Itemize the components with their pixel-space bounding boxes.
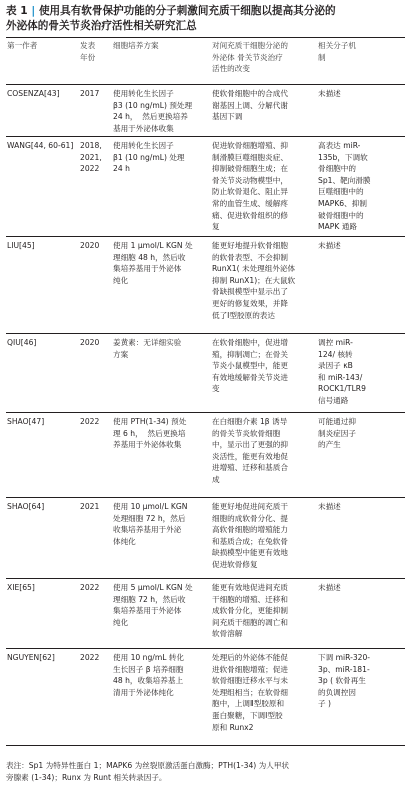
row-7-author: XIE[65] bbox=[7, 583, 35, 592]
header-rule bbox=[6, 84, 405, 85]
caption-separator: | bbox=[31, 5, 36, 17]
row-8-mechanism: 下调 miR-320- 3p、miR-181- 3p ( 软骨再生 的负调控因 子 ) bbox=[318, 653, 371, 709]
row-1-method: 使用转化生长因子 β3 (10 ng/mL) 预处理 24 h， 然后更换培养 基用于外泌体收集 bbox=[113, 89, 193, 133]
table-label: 表 1 bbox=[6, 5, 28, 17]
row-3-mechanism: 未描述 bbox=[318, 241, 341, 250]
row-7-method: 使用 5 μmol/L KGN 处 理细胞 72 h，然后收 集培养基用于外泌体 纯化 bbox=[113, 583, 193, 627]
row-5-author: SHAO[47] bbox=[7, 417, 45, 426]
row-7-rule bbox=[6, 648, 405, 649]
row-6-rule bbox=[6, 578, 405, 579]
row-3-rule bbox=[6, 333, 405, 334]
row-7-effect: 能更有效地促进间充质 干细胞的增殖、迁移和 成软骨分化，更能抑制 间充质干细胞的凋亡和 软骨溶解 bbox=[212, 583, 288, 639]
row-6-effect: 能更好地促进间充质干 细胞的成软骨分化、提 高软骨细胞的增殖能力 和基质合成；在兔软骨 缺损模型中能更有效地 促进软骨修复 bbox=[212, 502, 288, 569]
row-1-rule bbox=[6, 136, 405, 137]
table-footnote: 表注：Sp1 为特异性蛋白 1；MAPK6 为丝裂原激活蛋白激酶；PTH(1-34) 为人甲状 旁腺素 (1-34)；Runx 为 Runt 相关转录因子。 bbox=[6, 761, 290, 782]
row-4-mechanism: 调控 miR- 124/ 核转 录因子 κB 和 miR-143/ ROCK1/TLR9 信号通路 bbox=[318, 338, 366, 405]
row-2-rule bbox=[6, 236, 405, 237]
row-2-author: WANG[44, 60-61] bbox=[7, 141, 74, 150]
table-bottom-rule bbox=[6, 745, 405, 746]
caption-title-line-1: 使用具有软骨保护功能的分子刺激间充质干细胞以提高其分泌的 bbox=[38, 5, 336, 17]
row-6-author: SHAO[64] bbox=[7, 502, 45, 511]
row-3-year: 2020 bbox=[80, 241, 100, 250]
row-2-mechanism: 高表达 miR- 135b，下调软 骨细胞中的 Sp1、靶向滑膜 巨噬细胞中的 MAPK6、抑制 破骨细胞中的 MAPK 通路 bbox=[318, 141, 371, 232]
row-7-mechanism: 未描述 bbox=[318, 583, 341, 592]
header-effect: 对间充质干细胞分泌的 外泌体 骨关节炎治疗 活性的改变 bbox=[212, 41, 288, 74]
row-2-year: 2018, 2021, 2022 bbox=[80, 141, 102, 174]
row-8-method: 使用 10 ng/mL 转化 生长因子 β 培养细胞 48 h，收集培养基上 清用于外泌体纯化 bbox=[113, 653, 185, 697]
row-1-mechanism: 未描述 bbox=[318, 89, 341, 98]
row-7-year: 2022 bbox=[80, 583, 100, 592]
table-top-rule bbox=[6, 37, 405, 38]
header-mechanism: 相关分子机 制 bbox=[318, 41, 356, 62]
row-4-author: QIU[46] bbox=[7, 338, 37, 347]
row-5-rule bbox=[6, 497, 405, 498]
row-3-author: LIU[45] bbox=[7, 241, 35, 250]
row-1-author: COSENZA[43] bbox=[7, 89, 60, 98]
header-method: 细胞培养方案 bbox=[113, 41, 159, 50]
row-3-effect: 能更好地提升软骨细胞 的软骨表型、不会抑制 RunX1( 未处理组外泌体 抑制 RunX1)；在大鼠软 骨缺损模型中显示出了 更好的修复效果，并降 低了Ⅰ型胶原的表达 bbox=[212, 241, 296, 320]
row-2-effect: 促进软骨细胞增殖、抑 制滑膜巨噬细胞炎症、 抑制破骨细胞生成；在 骨关节炎动物模型中， 防止软骨退化、阻止异 常的血管生成、缓解疼 痛、促进软骨组织的修 复 bbox=[212, 141, 288, 232]
row-6-year: 2021 bbox=[80, 502, 100, 511]
row-8-effect: 处理后的外泌体不能促 进软骨细胞增殖；促进 软骨细胞迁移水平与未 处理组相当；在软骨细 胞中，上调Ⅱ型胶原和 蛋白聚糖，下调Ⅰ型胶 原和 Runx2 bbox=[212, 653, 288, 732]
row-4-year: 2020 bbox=[80, 338, 100, 347]
header-author: 第一作者 bbox=[7, 41, 38, 50]
row-8-author: NGUYEN[62] bbox=[7, 653, 55, 662]
row-6-method: 使用 10 μmol/L KGN 处理细胞 72 h，然后 收集培养基用于外泌 体纯化 bbox=[113, 502, 188, 546]
row-5-year: 2022 bbox=[80, 417, 100, 426]
row-4-method: 姜黄素：无详细实验 方案 bbox=[113, 338, 182, 359]
row-1-effect: 使软骨细胞中的合成代 谢基因上调、分解代谢 基因下调 bbox=[212, 89, 288, 122]
row-5-mechanism: 可能通过抑 制炎症因子 的产生 bbox=[318, 417, 356, 450]
header-year: 发表 年份 bbox=[80, 41, 96, 62]
table-caption bbox=[6, 4, 406, 34]
row-1-year: 2017 bbox=[80, 89, 100, 98]
caption-line-1 bbox=[6, 4, 406, 19]
row-8-year: 2022 bbox=[80, 653, 100, 662]
row-4-rule bbox=[6, 412, 405, 413]
row-5-method: 使用 PTH(1-34) 预处 理 6 h， 然后更换培 养基用于外泌体收集 bbox=[113, 417, 187, 450]
row-4-effect: 在软骨细胞中，促进增 殖，抑制凋亡；在骨关 节炎小鼠模型中，能更 有效地缓解骨关节炎进 变 bbox=[212, 338, 288, 394]
row-6-mechanism: 未描述 bbox=[318, 502, 341, 511]
row-3-method: 使用 1 μmol/L KGN 处 理细胞 48 h，然后收 集培养基用于外泌体 纯化 bbox=[113, 241, 193, 285]
row-2-method: 使用转化生长因子 β1 (10 ng/mL) 处理 24 h bbox=[113, 141, 185, 174]
caption-title-line-2: 外泌体的骨关节炎治疗活性相关研究汇总 bbox=[6, 20, 197, 32]
row-5-effect: 在白细胞介素 1β 诱导 的骨关节炎软骨细胞 中，显示出了更强的抑 炎活性，能更有效地促 进增殖、迁移和基质合 成 bbox=[212, 417, 288, 484]
